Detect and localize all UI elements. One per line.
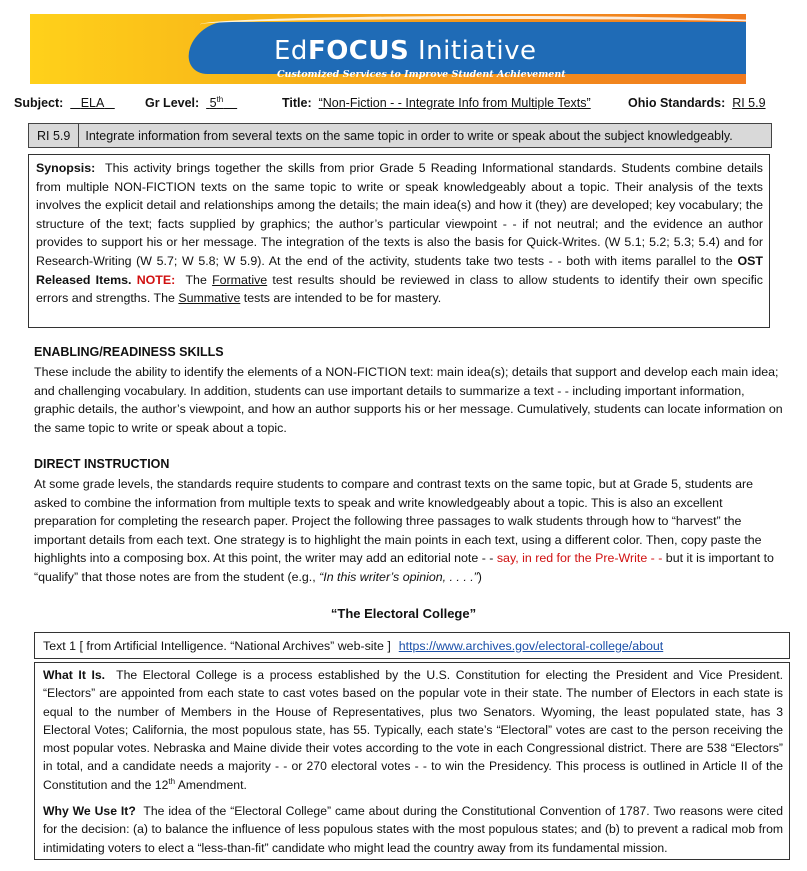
text1-source-bar (34, 632, 790, 659)
text1-body (34, 662, 790, 860)
grade-value: 5th (209, 94, 224, 110)
synopsis-box: Synopsis: This activity brings together the skills from prior Grade 5 Reading Informational standards. Students combine details from multiple NON-FICTION texts on the same topic to write or speak knowledgeably about a topic. Their analysis of the texts involves the explicit detail and relationships among the details; the main idea(s) and how it (they) are developed; key vocabulary; the structure of the text; facts supplied by graphics; the author’s particular viewpoint - - if not neutral; and the evidence an author provides to support his or her message. The integration of the texts is also the basis for Quick-Writes. (W 5.1; 5.2; 5.3; 5.4) and for Research-Writing (W 5.7; W 5.8; W 5.9). At the end of the activity, students take two tests - - both with items parallel to the OST Released Items. NOTE: The Formative test results should be reviewed in class to allow students to identify their own specific errors and strengths. The Summative tests are intended to be for mastery. (28, 154, 770, 328)
direct-instruction-heading: DIRECT INSTRUCTION (34, 457, 170, 471)
enabling-heading: ENABLING/READINESS SKILLS (34, 345, 224, 359)
subject-field: Subject: ELA (14, 96, 115, 110)
standard-text: Integrate information from several texts on the same topic in order to write or speak about the subject knowledgeably. (85, 128, 733, 143)
grade-field: Gr Level: 5th (145, 96, 237, 110)
banner-tagline: Customized Services to Improve Student Achievement (277, 69, 566, 80)
subject-value: ELA (80, 96, 105, 110)
standard-box (28, 123, 772, 148)
direct-instruction-text: At some grade levels, the standards require students to compare and contrast texts on the same topic, but at Grade 5, students are asked to combine the information from multiple texts to speak and write knowledgeably about a topic. This is also an excellent preparation for completing the research paper. Project the following three passages to walk students through how to “harvest” the important details from each text. One strategy is to highlight the main points in each text, using a different color. Then, copy paste the highlights into a composing box. At this point, the writer may add an editorial note - - say, in red for the Pre-Write - - but it is important to “qualify” that those notes are from the student (e.g., “In this writer’s opinion, . . . .”) (34, 477, 774, 584)
text1-link[interactable]: https://www.archives.gov/electoral-college/about (398, 638, 664, 653)
why-we-use-it-paragraph: Why We Use It? The idea of the “Electoral College” came about during the Constitutional Convention of 1787. Two reasons were cited for the decision: (a) to balance the influence of less populous states with the most populous states; and (b) to prevent a radical mob from intimidating voters to elect a “less-than-fit” candidate who might lead the country away from its fundamental mission. (43, 804, 783, 855)
text1-label: Text 1 [ from Artificial Intelligence. “National Archives” web-site ] (43, 638, 391, 653)
note-label: NOTE: (136, 272, 176, 287)
enabling-text: These include the ability to identify the elements of a NON-FICTION text: main idea(s); details that support and develop each main idea; and challenging vocabulary. In addition, students can use important details to summarize a text - - including important information, graphic details, the author’s viewpoint, and how an author supports his or her message. Cumulatively, students can locate information on the same topic to write or speak about a topic. (34, 365, 783, 435)
edfocus-banner (30, 14, 746, 84)
banner-title: EdFOCUS Initiative (274, 36, 537, 66)
passage-title: “The Electoral College” (330, 606, 477, 621)
ohio-standards-value: RI 5.9 (732, 96, 766, 110)
title-field: Title: “Non-Fiction - - Integrate Info from Multiple Texts” (282, 96, 591, 110)
ohio-standards-field: Ohio Standards: RI 5.9 (628, 96, 766, 110)
what-it-is-paragraph: What It Is. The Electoral College is a process established by the U.S. Constitution for electing the President and Vice President. “Electors” are appointed from each state to cast votes based on the popular vote in their state. The number of Electors in each state is equal to the number of Members in the House of Representatives, plus two Senators. Wyoming, the least populated state, has 3 Electoral Votes; California, the most populous state, has 55. Typically, each state’s “Electoral” votes are cast to the person receiving the most popular votes. Nebraska and Maine divide their votes according to the vote in each Congressional district. There are 538 “Electors” in total, and a candidate needs a majority - - or 270 electoral votes - - to win the Presidency. This process is outlined in Article II of the Constitution and the 12th Amendment. (43, 668, 783, 792)
title-value: “Non-Fiction - - Integrate Info from Multiple Texts” (318, 96, 591, 110)
standard-code: RI 5.9 (29, 124, 79, 147)
synopsis-label: Synopsis: (36, 161, 96, 175)
